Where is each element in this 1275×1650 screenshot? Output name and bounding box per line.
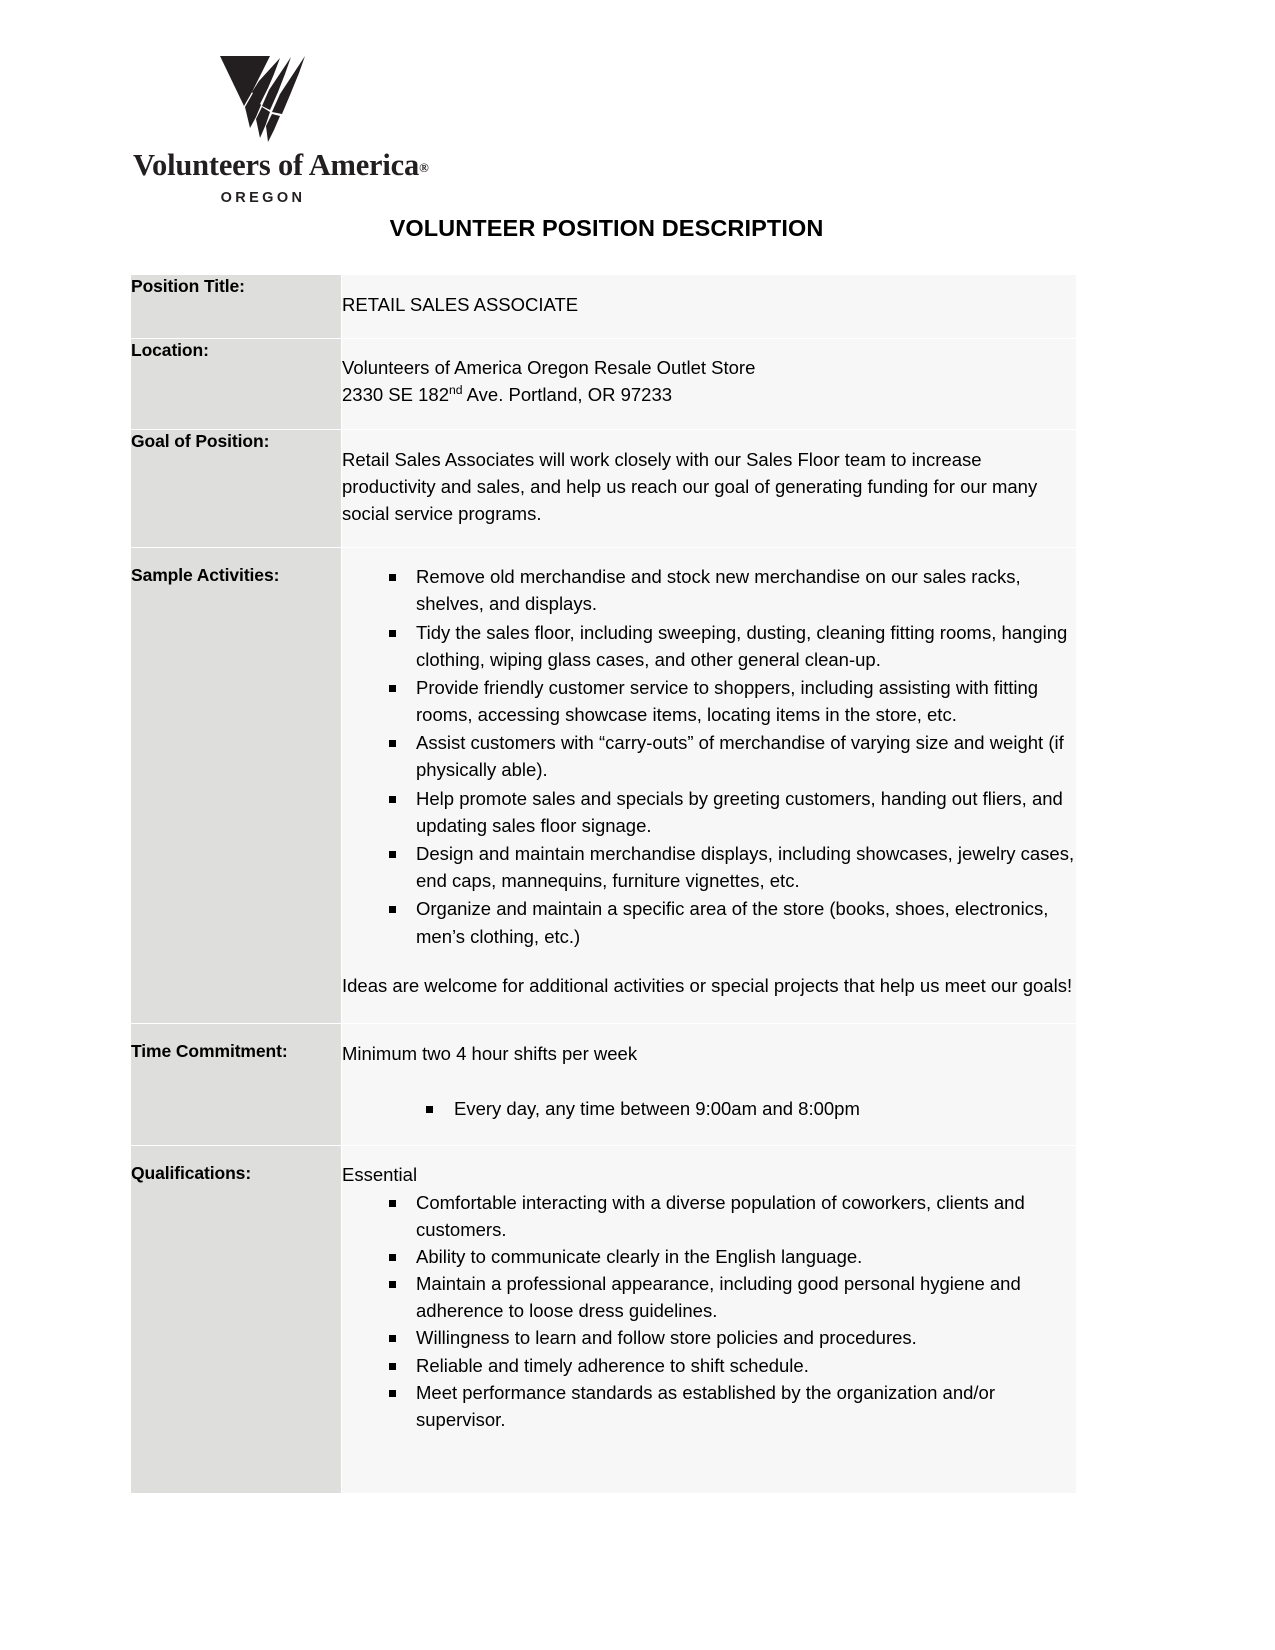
address-street-number: 2330 SE 182 — [342, 384, 449, 406]
logo-wordmark — [133, 148, 429, 183]
list-item: Help promote sales and specials by greeting customers, handing out fliers, and updating sales floor signage. — [342, 785, 1076, 839]
list-item: Reliable and timely adherence to shift schedule. — [342, 1352, 1076, 1379]
list-item: Every day, any time between 9:00am and 8:00pm — [342, 1095, 1076, 1122]
row-label-time-commitment — [131, 1023, 342, 1145]
sample-activities-closing-note: Ideas are welcome for additional activities or special projects that help us meet our goals! — [342, 974, 1073, 996]
location-address — [342, 381, 1076, 408]
table-row-sample-activities — [131, 548, 1077, 1024]
row-value-goal-of-position — [342, 429, 1077, 548]
list-item: Provide friendly customer service to shoppers, including assisting with fitting rooms, accessing showcase items, locating items in the store, etc. — [342, 674, 1076, 728]
table-row-time-commitment — [131, 1023, 1077, 1145]
row-label-location — [131, 339, 342, 429]
row-label-goal-of-position — [131, 429, 342, 548]
sample-activities-list — [342, 563, 1076, 950]
row-value-sample-activities — [342, 548, 1077, 1024]
registered-trademark-icon: ® — [419, 160, 429, 175]
list-item: Maintain a professional appearance, including good personal hygiene and adherence to loose dress guidelines. — [342, 1270, 1076, 1324]
row-value-time-commitment — [342, 1023, 1077, 1145]
time-commitment-list — [342, 1095, 1076, 1122]
table-row-goal-of-position — [131, 429, 1077, 548]
list-item: Design and maintain merchandise displays, including showcases, jewelry cases, end caps, mannequins, furniture vignettes, etc. — [342, 840, 1076, 894]
logo-wordmark-text: Volunteers of America — [133, 148, 420, 182]
list-item: Willingness to learn and follow store policies and procedures. — [342, 1324, 1076, 1351]
list-item: Organize and maintain a specific area of the store (books, shoes, electronics, men’s clothing, etc.) — [342, 895, 1076, 949]
row-value-location — [342, 339, 1077, 429]
qualifications-list — [342, 1189, 1076, 1434]
position-title-value: RETAIL SALES ASSOCIATE — [342, 294, 579, 315]
page-title: VOLUNTEER POSITION DESCRIPTION — [389, 215, 824, 241]
list-item: Comfortable interacting with a diverse population of coworkers, clients and customers. — [342, 1189, 1076, 1243]
logo-affiliate-name: OREGON — [220, 190, 306, 206]
address-city-state-zip: Ave. Portland, OR 97233 — [462, 384, 673, 406]
row-value-position-title — [342, 275, 1077, 339]
label-text: Location: — [131, 340, 209, 361]
row-label-qualifications — [131, 1146, 342, 1494]
location-store-name: Volunteers of America Oregon Resale Outlet Store — [342, 357, 756, 379]
table-row-location — [131, 339, 1077, 429]
label-text: Time Commitment: — [131, 1040, 288, 1061]
label-text: Position Title: — [131, 276, 245, 296]
organization-logo — [133, 50, 429, 206]
goal-of-position-text: Retail Sales Associates will work closely with our Sales Floor team to increase productivity and sales, and help us reach our goal of generating funding for our many social service programs. — [342, 448, 1038, 524]
row-label-sample-activities — [131, 548, 342, 1024]
qualifications-subheading: Essential — [342, 1164, 418, 1186]
time-commitment-lead: Minimum two 4 hour shifts per week — [342, 1042, 638, 1064]
list-item: Assist customers with “carry-outs” of merchandise of varying size and weight (if physically able). — [342, 729, 1076, 783]
row-value-qualifications — [342, 1146, 1077, 1494]
volunteers-of-america-v-logo-icon — [212, 50, 314, 142]
label-text: Goal of Position: — [131, 430, 270, 451]
list-item: Remove old merchandise and stock new merchandise on our sales racks, shelves, and displays. — [342, 563, 1076, 617]
list-item: Meet performance standards as established by the organization and/or supervisor. — [342, 1379, 1076, 1433]
address-ordinal-suffix: nd — [448, 383, 463, 398]
label-text: Qualifications: — [131, 1163, 252, 1184]
list-item: Ability to communicate clearly in the English language. — [342, 1243, 1076, 1270]
position-description-table — [130, 274, 1077, 1494]
row-label-position-title — [131, 275, 342, 339]
table-row-qualifications — [131, 1146, 1077, 1494]
list-item: Tidy the sales floor, including sweeping, dusting, cleaning fitting rooms, hanging clothing, wiping glass cases, and other general clean-up. — [342, 619, 1076, 673]
label-text: Sample Activities: — [131, 565, 280, 586]
table-row-position-title — [131, 275, 1077, 339]
